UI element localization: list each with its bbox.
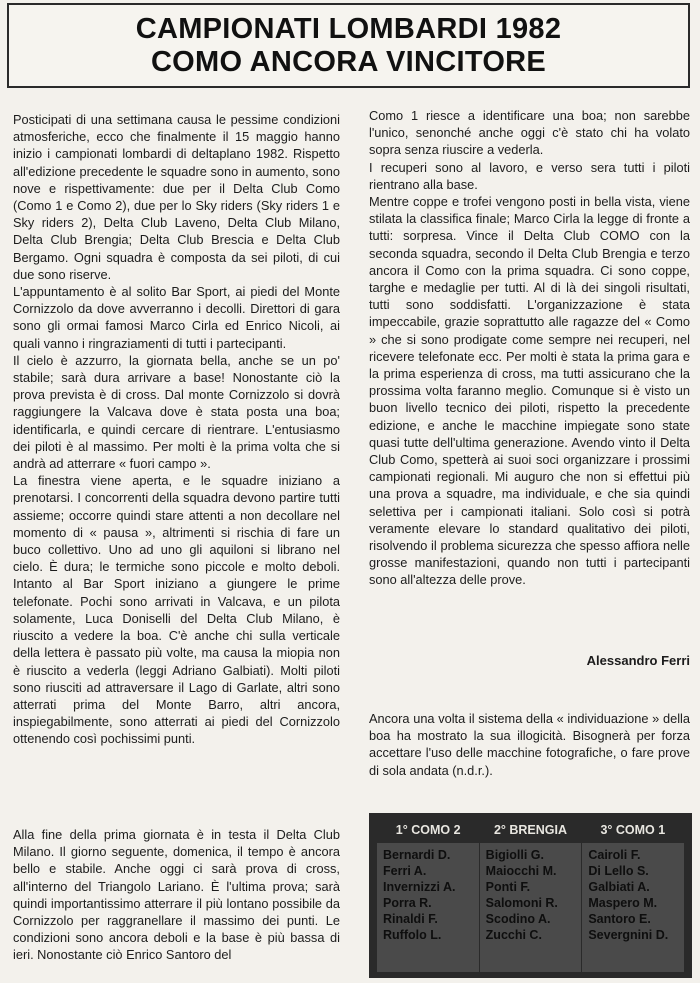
author-signature: Alessandro Ferri — [586, 653, 690, 668]
team-column — [377, 843, 480, 972]
team-member: Invernizzi A. — [383, 880, 456, 894]
team-column — [582, 843, 684, 972]
article-right-column — [369, 107, 690, 589]
team-member: Di Lello S. — [588, 864, 649, 878]
team-column — [480, 843, 583, 972]
results-table — [369, 813, 692, 978]
team-member: Severgnini D. — [588, 928, 669, 942]
paragraph: La finestra viene aperta, e le squadre iniziano a prenotarsi. I concorrenti della squadra devono partire tutti assieme; occorre quindi stare attenti a non decollare nel momento di « pausa », altrimenti si rischia di fare un buco collettivo. Uno ad uno gli aquiloni si librano nel cielo. È dura; le termiche sono piccole e molto deboli. Intanto al Bar Sport iniziano a giungere le prime telefonate. Pochi sono arrivati in Valcava, e un pilota solamente, Luca Doniselli del Delta Club Milano, è riuscito a vedere la boa. C'è anche chi sulla verticale della lettera è passato più volte, ma causa la miopia non è riuscito a vederla (leggi Adriano Galbiati). Molti piloti sono riusciti ad attraversare il Lago di Garlate, altri sono atterrati prima del Monte Barro, altri ancora, inspiegabilmente, sono atterrati ai piedi del Cornizzolo ottenendo così pochissimi punti. — [13, 473, 340, 747]
paragraph: L'appuntamento è al solito Bar Sport, ai piedi del Monte Cornizzolo da dove avverranno i decolli. Direttori di gara sono gli ormai famosi Marco Cirla ed Enrico Nicoli, ai quali vanno i ringraziamenti di tutti i partecipanti. — [13, 284, 340, 351]
team-header: 2° BRENGIA — [493, 823, 568, 837]
team-member: Santoro E. — [588, 912, 651, 926]
results-body — [377, 843, 684, 972]
paragraph: I recuperi sono al lavoro, e verso sera tutti i piloti rientrano alla base. — [369, 159, 690, 192]
team-member: Ferri A. — [383, 864, 427, 878]
title-box — [7, 3, 690, 88]
editor-note — [369, 710, 690, 779]
team-member: Galbiati A. — [588, 880, 650, 894]
team-member: Salomoni R. — [485, 896, 558, 910]
paragraph: Mentre coppe e trofei vengono posti in bella vista, viene stilata la classifica finale; Marco Cirla la legge di fronte a tutti: sorpresa. Vince il Delta Club COMO con la seconda squadra, secondo il Delta Club Brengia e terzo ancora il Como con la prima squadra. Ci sono coppe, targhe e medaglie per tutti. Al di là dei singoli risultati, tutti sono soddisfatti. L'organizzazione è stata impeccabile, grazie soprattutto alle ragazze del « Como » che si sono prodigate come sempre nei recuperi, nel ricevere telefonate ecc. Per molti è stata la prima gara e la prima esperienza di cross, ma tutti assicurano che la prossima volta faranno meglio. Comunque si è visto un buon livello tecnico dei piloti, rispetto la precedente edizione, e anche le macchine impiegate sono state quasi tutte dell'ultima generazione. Avendo vinto il Delta Club Como, spetterà ai suoi soci organizzare i prossimi campionati regionali. Mi auguro che non si effettui più una prova a squadre, ma individuale, e che sia quindi selettiva per i campionati italiani. Solo così si potrà veramente elevare lo standard qualitativo dei piloti, risolvendo il problema sicurezza che spesso affiora nelle grosse manifestazioni, quando non tutti i partecipanti sono all'altezza delle prove. — [369, 194, 690, 588]
team-header: 3° COMO 1 — [600, 823, 666, 837]
team-header: 1° COMO 2 — [395, 823, 461, 837]
team-member: Cairoli F. — [588, 848, 641, 862]
paragraph: Il cielo è azzurro, la giornata bella, anche se un po' stabile; sarà dura arrivare a base! Nonostante ciò la prova prevista è di cross. Dal monte Cornizzolo si dovrà raggiungere la Valcava dove è stata posta una boa; identificarla, e quindi cercare di rientrare. L'entusiasmo dei piloti è al massimo. Per molti è la prima volta che si andrà ad atterrare « fuori campo ». — [13, 352, 340, 472]
paragraph: Posticipati di una settimana causa le pessime condizioni atmosferiche, ecco che finalmente il 15 maggio hanno inizio i campionati lombardi di deltaplano 1982. Rispetto all'edizione precedente le squadre sono in aumento, sono nove e rispettivamente: due per il Delta Club Como (Como 1 e Como 2), due per lo Sky riders (Sky riders 1 e Sky riders 2), Delta Club Laveno, Delta Club Milano, Delta Club Brengia; Delta Club Brescia e Delta Club Bergamo. Ogni squadra è composta da sei piloti, di cui due sono riserve. — [13, 112, 340, 282]
paragraph: Alla fine della prima giornata è in testa il Delta Club Milano. Il giorno seguente, domenica, il tempo è ancora bello e stabile. Anche oggi ci sarà prova di cross, all'interno del Triangolo Lariano. È l'ultima prova; sarà quindi importantissimo atterrare il più lontano possibile da Cornizzolo per raggranellare il massimo dei punti. Le condizioni sono ancora deboli e la base è più bassa di ieri. Nonostante ciò Enrico Santoro del — [13, 827, 340, 963]
article-left-column-lower — [13, 826, 340, 964]
team-member: Rinaldi F. — [383, 912, 438, 926]
team-member: Porra R. — [383, 896, 432, 910]
team-member: Ruffolo L. — [383, 928, 442, 942]
team-member: Zucchi C. — [485, 928, 542, 942]
team-member: Scodino A. — [485, 912, 551, 926]
title-line-1: CAMPIONATI LOMBARDI 1982 — [135, 12, 562, 45]
team-member: Maspero M. — [588, 896, 658, 910]
team-member: Maiocchi M. — [485, 864, 557, 878]
paragraph: Como 1 riesce a identificare una boa; non sarebbe l'unico, senonché anche oggi c'è stato chi ha volato sopra senza riuscire a vederla. — [369, 108, 690, 158]
team-member: Bernardi D. — [383, 848, 451, 862]
article-left-column — [13, 111, 340, 748]
team-member: Ponti F. — [485, 880, 531, 894]
team-member: Bigiolli G. — [485, 848, 545, 862]
paragraph: Ancora una volta il sistema della « individuazione » della boa ha mostrato la sua illogicità. Bisognerà per forza accettare l'uso delle macchine fotografiche, o fare prove di sola andata (n.d.r.). — [369, 711, 690, 778]
results-header-row — [377, 819, 684, 841]
title-line-2: COMO ANCORA VINCITORE — [150, 45, 547, 78]
